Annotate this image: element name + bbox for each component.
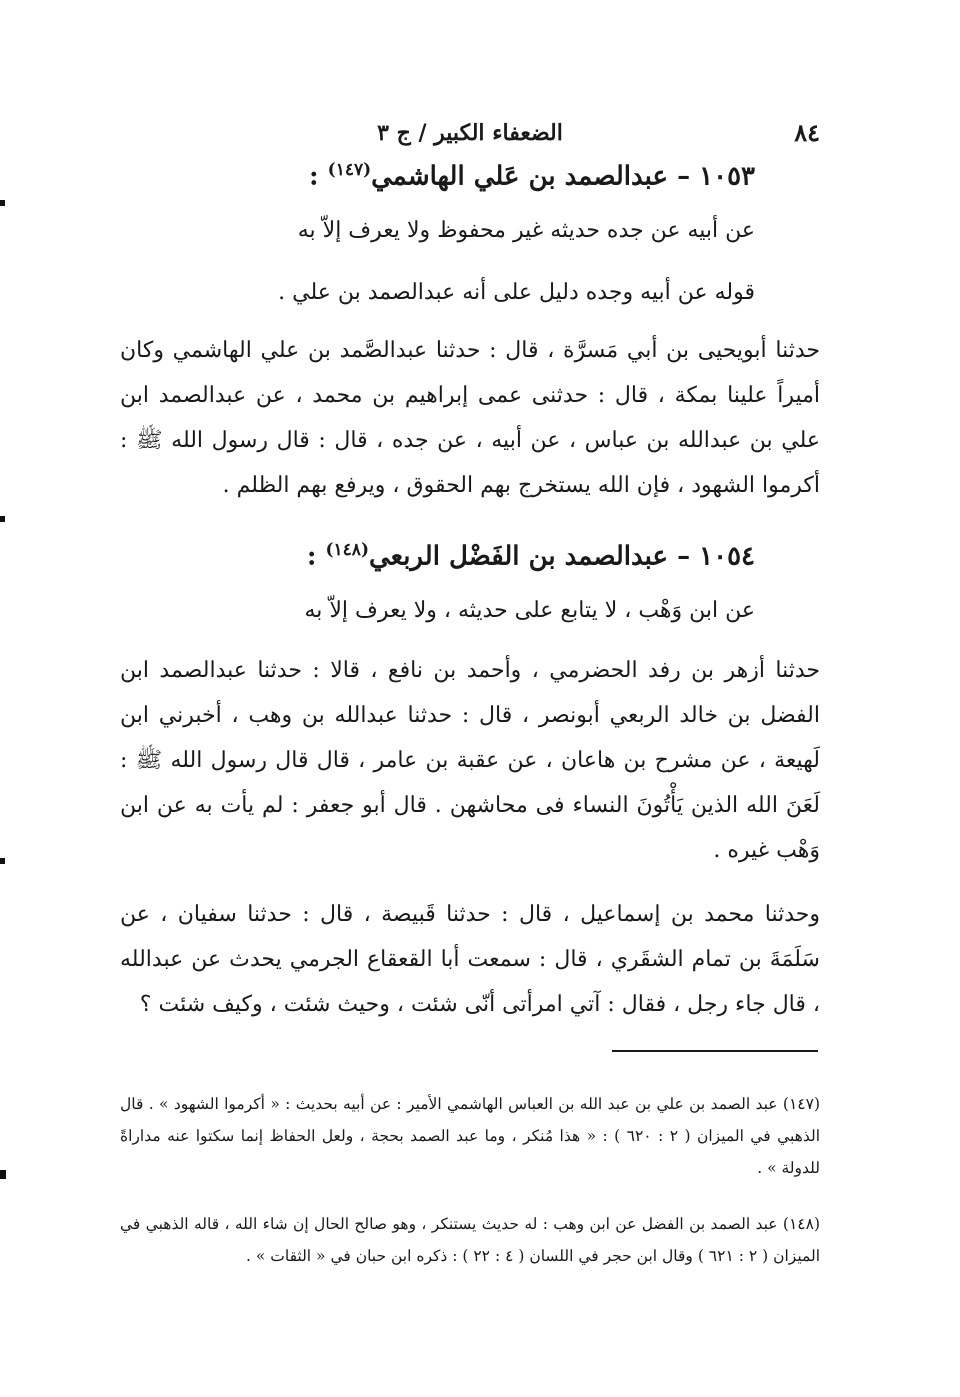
hadith-paragraph: حدثنا أزهر بن رفد الحضرمي ، وأحمد بن نافع ، قالا : حدثنا عبدالصمد ابن الفضل بن خالد الربعي أبونصر ، قال : حدثنا عبدالله بن وهب ، أخبرني ابن لَهيعة ، عن مشرح بن هاعان ، عن عقبة بن عامر ، قال قال رسول الله ﷺ : لَعَنَ الله الذين يَأْتُونَ النساء فى محاشهن . قال أبو جعفر : لم يأت به عن ابن وَهْب غيره . [120, 658, 820, 863]
entry-heading-text: ١٠٥٤ – عبدالصمد بن الفَضْل الربعي [368, 541, 755, 572]
entry-lead-line: قوله عن أبيه وجده دليل على أنه عبدالصمد بن علي . [278, 280, 755, 305]
hadith-paragraph: حدثنا أبويحيى بن أبي مَسرَّة ، قال : حدثنا عبدالصَّمد بن علي الهاشمي وكان أميراً علينا بمكة ، قال : حدثنى عمى إبراهيم بن محمد ، عن عبدالصمد ابن علي بن عبدالله بن عباس ، عن أبيه ، عن جده ، قال : قال رسول الله ﷺ : أكرموا الشهود ، فإن الله يستخرج بهم الحقوق ، ويرفع بهم الظلم . [120, 338, 820, 498]
scan-edge-mark [0, 1170, 6, 1179]
entry-heading-text: ١٠٥٣ – عبدالصمد بن عَلي الهاشمي [371, 161, 755, 192]
scan-edge-mark [0, 858, 5, 864]
hadith-paragraph: وحدثنا محمد بن إسماعيل ، قال : حدثنا قَبيصة ، قال : حدثنا سفيان ، عن سَلَمَةَ بن تمام الشقَري ، قال : سمعت أبا القعقاع الجرمي يحدث عن عبدالله ، قال جاء رجل ، فقال : آتي امرأتى أنّى شئت ، وحيث شئت ، وكيف شئت ؟ [120, 902, 820, 1017]
footnote: (١٤٨) عبد الصمد بن الفضل عن ابن وهب : له حديث يستنكر ، وهو صالح الحال إن شاء الله ، قاله الذهبي في الميزان ( ٢ : ٦٢١ ) وقال ابن حجر في اللسان ( ٤ : ٢٢ ) : ذكره ابن حبان في « الثقات » . [120, 1215, 820, 1265]
running-header [120, 118, 820, 154]
footnote-ref: (١٤٨) [325, 540, 369, 560]
scan-edge-mark [0, 200, 5, 206]
heading-colon: : [308, 161, 319, 192]
heading-colon: : [306, 541, 317, 572]
entry-heading-1054 [307, 540, 755, 572]
footnote-ref: (١٤٧) [327, 160, 372, 180]
running-title: الضعفاء الكبير / ج ٣ [377, 120, 563, 146]
scan-edge-mark [0, 516, 5, 522]
entry-lead-line: عن أبيه عن جده حديثه غير محفوظ ولا يعرف إلاّ به [297, 218, 755, 243]
entry-heading-1053 [309, 160, 755, 192]
footnote-divider [612, 1050, 818, 1052]
footnote: (١٤٧) عبد الصمد بن علي بن عبد الله بن العباس الهاشمي الأمير : عن أبيه بحديث : « أكرموا الشهود » . قال الذهبي في الميزان ( ٢ : ٦٢٠ ) : « هذا مُنكر ، وما عبد الصمد بحجة ، ولعل الحفاظ إنما سكتوا عنه مداراةً للدولة » . [120, 1095, 821, 1177]
entry-lead-line: عن ابن وَهْب ، لا يتابع على حديثه ، ولا يعرف إلاّ به [304, 598, 755, 623]
page-number: ٨٤ [794, 118, 820, 147]
